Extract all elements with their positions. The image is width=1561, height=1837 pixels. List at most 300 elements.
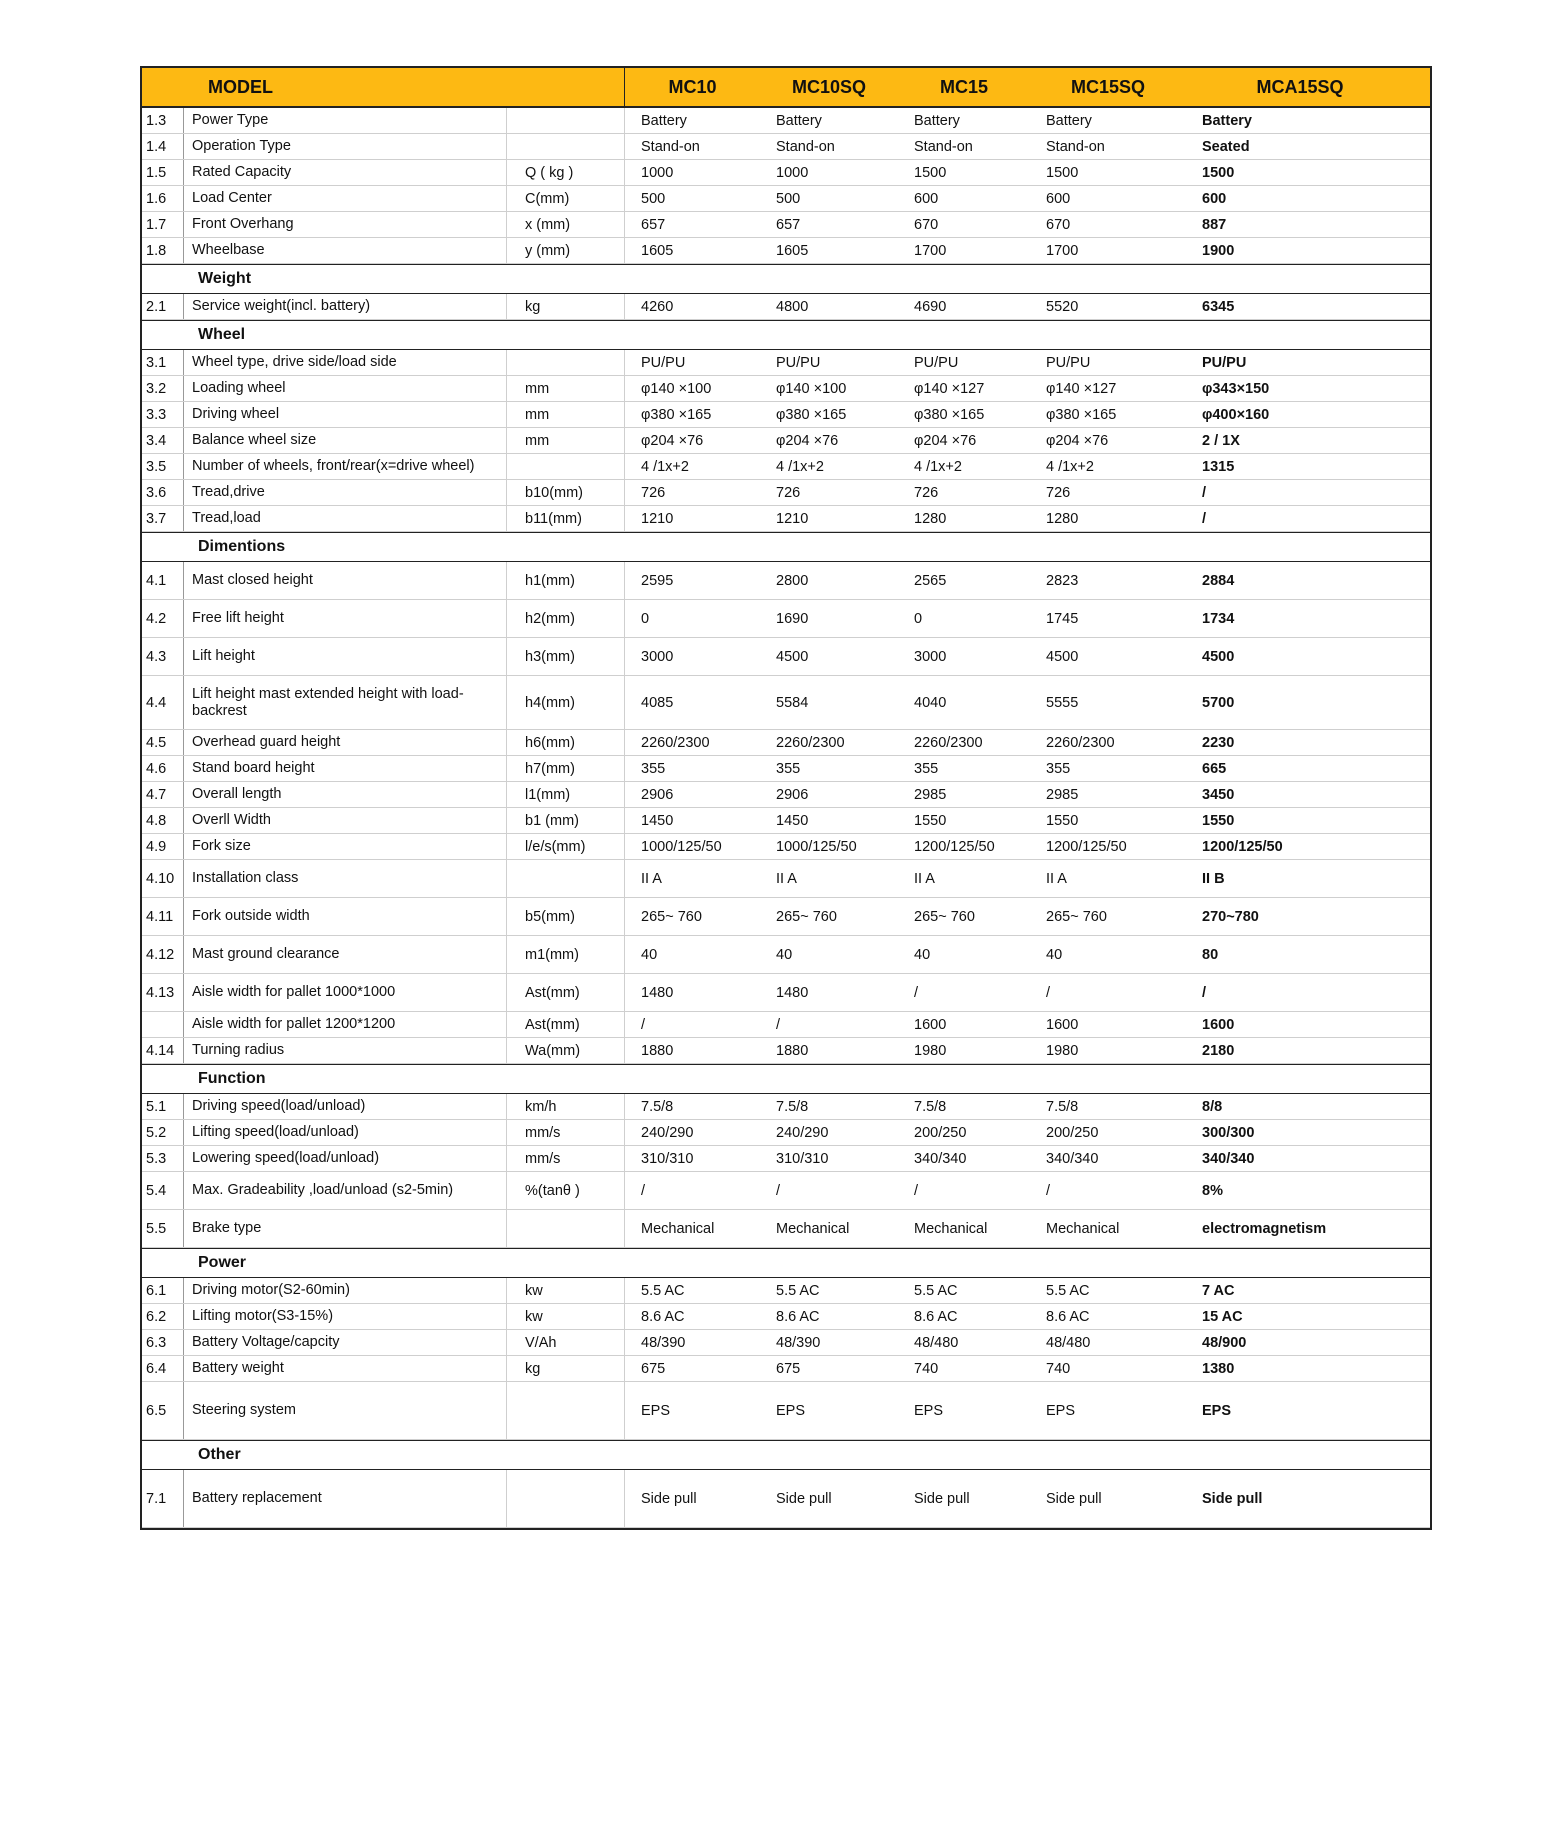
table-row <box>142 1038 1430 1064</box>
item-number: 4.4 <box>142 676 184 729</box>
item-number: 1.3 <box>142 108 184 133</box>
item-value: Battery <box>776 112 822 129</box>
item-number: 4.9 <box>142 834 184 859</box>
item-value: 4 /1x+2 <box>914 458 962 475</box>
table-row <box>142 898 1430 936</box>
item-value: 8.6 AC <box>1046 1308 1090 1325</box>
table-row <box>142 186 1430 212</box>
item-value: / <box>641 1016 646 1033</box>
item-name: Driving motor(S2-60min) <box>184 1278 507 1303</box>
table-row <box>142 376 1430 402</box>
item-name: Load Center <box>184 186 507 211</box>
item-unit: Ast(mm) <box>507 974 625 1011</box>
item-value: 1900 <box>1202 242 1235 259</box>
item-unit: Ast(mm) <box>507 1012 625 1037</box>
item-value: 740 <box>914 1360 939 1377</box>
item-name: Rated Capacity <box>184 160 507 185</box>
item-unit <box>507 350 625 375</box>
table-row <box>142 1012 1430 1038</box>
item-name: Number of wheels, front/rear(x=drive wheel) <box>184 454 507 479</box>
table-row <box>142 1210 1430 1248</box>
item-value: 4500 <box>1202 648 1235 665</box>
item-value: 1280 <box>914 510 947 527</box>
item-value: 1605 <box>776 242 809 259</box>
item-name: Fork outside width <box>184 898 507 935</box>
item-value: 1550 <box>914 812 947 829</box>
section-title: Other <box>198 1446 241 1463</box>
item-value: 1600 <box>914 1016 947 1033</box>
item-unit: h4(mm) <box>507 676 625 729</box>
item-unit: Q ( kg ) <box>507 160 625 185</box>
item-number: 1.8 <box>142 238 184 263</box>
item-value: 657 <box>641 216 666 233</box>
item-value: 1880 <box>641 1042 674 1059</box>
item-unit: h2(mm) <box>507 600 625 637</box>
item-value: 1700 <box>1046 242 1079 259</box>
item-name: Stand board height <box>184 756 507 781</box>
item-value: 310/310 <box>776 1150 829 1167</box>
section-header <box>142 264 1430 294</box>
table-row <box>142 782 1430 808</box>
item-value: 8.6 AC <box>914 1308 958 1325</box>
table-row <box>142 294 1430 320</box>
item-name: Aisle width for pallet 1200*1200 <box>184 1012 507 1037</box>
item-value: 340/340 <box>914 1150 967 1167</box>
item-value: 1210 <box>776 510 809 527</box>
item-value: φ204 ×76 <box>1046 432 1109 449</box>
item-unit: h6(mm) <box>507 730 625 755</box>
item-unit: h3(mm) <box>507 638 625 675</box>
item-value: 1550 <box>1046 812 1079 829</box>
table-row <box>142 402 1430 428</box>
item-unit: V/Ah <box>507 1330 625 1355</box>
section-header <box>142 320 1430 350</box>
item-name: Balance wheel size <box>184 428 507 453</box>
table-row <box>142 1304 1430 1330</box>
section-header <box>142 532 1430 562</box>
item-value: 2 / 1X <box>1202 432 1240 449</box>
item-value: / <box>1202 510 1207 527</box>
item-value: 1550 <box>1202 812 1235 829</box>
item-value: Seated <box>1202 138 1250 155</box>
item-value: 7.5/8 <box>914 1098 947 1115</box>
table-row <box>142 730 1430 756</box>
item-value: 1880 <box>776 1042 809 1059</box>
item-number: 1.7 <box>142 212 184 237</box>
table-row <box>142 936 1430 974</box>
item-number: 5.5 <box>142 1210 184 1247</box>
item-unit: b5(mm) <box>507 898 625 935</box>
item-value: 1500 <box>1202 164 1235 181</box>
item-name: Battery weight <box>184 1356 507 1381</box>
item-value: 5.5 AC <box>776 1282 820 1299</box>
item-number: 3.5 <box>142 454 184 479</box>
item-value: 1380 <box>1202 1360 1235 1377</box>
item-number: 4.10 <box>142 860 184 897</box>
item-value: 2985 <box>914 786 947 803</box>
item-value: PU/PU <box>641 354 686 371</box>
item-unit: C(mm) <box>507 186 625 211</box>
item-name: Steering system <box>184 1382 507 1439</box>
item-value: 40 <box>914 946 931 963</box>
item-value: 4500 <box>776 648 809 665</box>
item-name: Front Overhang <box>184 212 507 237</box>
item-value: 4 /1x+2 <box>641 458 689 475</box>
item-number: 3.2 <box>142 376 184 401</box>
item-number: 7.1 <box>142 1470 184 1527</box>
item-value: 3000 <box>641 648 674 665</box>
item-unit <box>507 134 625 159</box>
item-value: 2260/2300 <box>776 734 845 751</box>
item-name: Max. Gradeability ,load/unload (s2-5min) <box>184 1172 507 1209</box>
table-row <box>142 108 1430 134</box>
item-value: 265~ 760 <box>1046 908 1107 925</box>
item-name: Power Type <box>184 108 507 133</box>
item-name: Lowering speed(load/unload) <box>184 1146 507 1171</box>
item-number: 6.3 <box>142 1330 184 1355</box>
item-value: 7.5/8 <box>641 1098 674 1115</box>
item-value: 2595 <box>641 572 674 589</box>
item-value: 3450 <box>1202 786 1235 803</box>
item-value: 4500 <box>1046 648 1079 665</box>
item-unit: kg <box>507 294 625 319</box>
item-value: 265~ 760 <box>776 908 837 925</box>
item-value: 6345 <box>1202 298 1235 315</box>
item-value: φ204 ×76 <box>776 432 839 449</box>
item-number: 1.5 <box>142 160 184 185</box>
item-name: Driving speed(load/unload) <box>184 1094 507 1119</box>
item-unit <box>507 1382 625 1439</box>
item-value: II A <box>1046 870 1067 887</box>
model-name: MC15SQ <box>1070 76 1146 97</box>
item-value: II B <box>1202 870 1225 887</box>
item-unit: m1(mm) <box>507 936 625 973</box>
table-row <box>142 638 1430 676</box>
item-value: 340/340 <box>1046 1150 1099 1167</box>
item-value: 7 AC <box>1202 1282 1235 1299</box>
item-number: 5.2 <box>142 1120 184 1145</box>
item-value: 2985 <box>1046 786 1079 803</box>
item-unit <box>507 454 625 479</box>
item-value: 1000/125/50 <box>776 838 857 855</box>
item-value: 1745 <box>1046 610 1079 627</box>
item-value: 675 <box>641 1360 666 1377</box>
item-value: PU/PU <box>914 354 959 371</box>
table-row <box>142 808 1430 834</box>
item-name: Driving wheel <box>184 402 507 427</box>
item-unit: %(tanθ ) <box>507 1172 625 1209</box>
item-value: 1480 <box>776 984 809 1001</box>
item-value: 1000/125/50 <box>641 838 722 855</box>
item-value: 675 <box>776 1360 801 1377</box>
table-row <box>142 756 1430 782</box>
item-unit: mm <box>507 402 625 427</box>
item-unit: y (mm) <box>507 238 625 263</box>
item-number <box>142 1012 184 1037</box>
item-value: 200/250 <box>1046 1124 1099 1141</box>
table-row <box>142 212 1430 238</box>
item-value: Battery <box>641 112 687 129</box>
table-row <box>142 834 1430 860</box>
item-number: 2.1 <box>142 294 184 319</box>
item-value: 2884 <box>1202 572 1235 589</box>
table-row <box>142 1172 1430 1210</box>
item-name: Overll Width <box>184 808 507 833</box>
item-value: 2260/2300 <box>641 734 710 751</box>
item-value: φ380 ×165 <box>776 406 847 423</box>
item-unit: kw <box>507 1304 625 1329</box>
item-name: Mast closed height <box>184 562 507 599</box>
item-value: Side pull <box>776 1490 832 1507</box>
item-name: Installation class <box>184 860 507 897</box>
item-value: Stand-on <box>914 138 973 155</box>
item-value: 3000 <box>914 648 947 665</box>
item-unit: b11(mm) <box>507 506 625 531</box>
item-value: / <box>1202 484 1207 501</box>
item-name: Aisle width for pallet 1000*1000 <box>184 974 507 1011</box>
item-unit <box>507 1210 625 1247</box>
item-value: 600 <box>1046 190 1071 207</box>
table-row <box>142 1356 1430 1382</box>
item-value: 300/300 <box>1202 1124 1255 1141</box>
item-number: 4.14 <box>142 1038 184 1063</box>
item-value: 726 <box>1046 484 1071 501</box>
table-row <box>142 1146 1430 1172</box>
item-name: Turning radius <box>184 1038 507 1063</box>
item-value: φ204 ×76 <box>641 432 704 449</box>
item-value: 340/340 <box>1202 1150 1255 1167</box>
item-number: 5.1 <box>142 1094 184 1119</box>
item-value: 2180 <box>1202 1042 1235 1059</box>
item-value: 1480 <box>641 984 674 1001</box>
item-unit: kg <box>507 1356 625 1381</box>
section-title: Wheel <box>198 326 246 343</box>
item-value: 500 <box>641 190 666 207</box>
item-number: 4.7 <box>142 782 184 807</box>
section-title: Function <box>198 1070 266 1087</box>
item-name: Overhead guard height <box>184 730 507 755</box>
item-value: 48/480 <box>914 1334 959 1351</box>
item-value: 1200/125/50 <box>914 838 995 855</box>
item-value: 500 <box>776 190 801 207</box>
item-value: 48/900 <box>1202 1334 1247 1351</box>
item-value: 5.5 AC <box>1046 1282 1090 1299</box>
item-name: Fork size <box>184 834 507 859</box>
item-value: 887 <box>1202 216 1227 233</box>
item-name: Mast ground clearance <box>184 936 507 973</box>
item-unit: b10(mm) <box>507 480 625 505</box>
section-header <box>142 1064 1430 1094</box>
item-value: 4040 <box>914 694 947 711</box>
model-name: MC10 <box>668 76 717 97</box>
item-number: 4.3 <box>142 638 184 675</box>
item-unit: kw <box>507 1278 625 1303</box>
table-row <box>142 562 1430 600</box>
item-value: Battery <box>1046 112 1092 129</box>
item-value: φ204 ×76 <box>914 432 977 449</box>
item-value: 4 /1x+2 <box>1046 458 1094 475</box>
item-name: Tread,drive <box>184 480 507 505</box>
item-name: Lift height <box>184 638 507 675</box>
section-header <box>142 1248 1430 1278</box>
item-name: Lift height mast extended height with load-backrest <box>184 676 507 729</box>
item-value: 355 <box>1046 760 1071 777</box>
item-value: 1500 <box>914 164 947 181</box>
item-value: 200/250 <box>914 1124 967 1141</box>
item-value: φ140 ×100 <box>776 380 847 397</box>
item-value: 1280 <box>1046 510 1079 527</box>
item-number: 6.4 <box>142 1356 184 1381</box>
item-value: Stand-on <box>1046 138 1105 155</box>
item-value: Side pull <box>1202 1490 1263 1507</box>
item-value: φ140 ×127 <box>914 380 985 397</box>
item-value: 270~780 <box>1202 908 1259 925</box>
item-value: / <box>914 1182 919 1199</box>
item-value: 4800 <box>776 298 809 315</box>
item-value: PU/PU <box>1202 354 1247 371</box>
item-value: 665 <box>1202 760 1227 777</box>
table-row <box>142 134 1430 160</box>
item-number: 4.5 <box>142 730 184 755</box>
item-value: Battery <box>914 112 960 129</box>
item-value: 5.5 AC <box>914 1282 958 1299</box>
item-value: 240/290 <box>776 1124 829 1141</box>
item-value: 1000 <box>776 164 809 181</box>
item-value: 670 <box>1046 216 1071 233</box>
item-value: 2260/2300 <box>1046 734 1115 751</box>
item-value: 240/290 <box>641 1124 694 1141</box>
item-name: Free lift height <box>184 600 507 637</box>
item-number: 4.13 <box>142 974 184 1011</box>
item-value: 5555 <box>1046 694 1079 711</box>
item-value: Side pull <box>1046 1490 1102 1507</box>
item-value: 2906 <box>641 786 674 803</box>
item-value: 4085 <box>641 694 674 711</box>
table-row <box>142 1120 1430 1146</box>
item-name: Wheel type, drive side/load side <box>184 350 507 375</box>
item-value: II A <box>641 870 662 887</box>
item-value: 40 <box>1046 946 1063 963</box>
item-value: 600 <box>1202 190 1227 207</box>
item-value: Side pull <box>641 1490 697 1507</box>
item-unit: mm <box>507 428 625 453</box>
item-value: 1450 <box>776 812 809 829</box>
item-value: PU/PU <box>776 354 821 371</box>
item-number: 1.6 <box>142 186 184 211</box>
item-number: 6.1 <box>142 1278 184 1303</box>
item-name: Battery replacement <box>184 1470 507 1527</box>
item-unit <box>507 108 625 133</box>
item-value: 40 <box>641 946 658 963</box>
item-number: 3.4 <box>142 428 184 453</box>
item-unit: x (mm) <box>507 212 625 237</box>
item-value: 355 <box>641 760 666 777</box>
item-value: PU/PU <box>1046 354 1091 371</box>
item-number: 4.12 <box>142 936 184 973</box>
item-value: φ400×160 <box>1202 406 1270 423</box>
item-unit: Wa(mm) <box>507 1038 625 1063</box>
model-name: MCA15SQ <box>1256 76 1344 97</box>
item-value: / <box>776 1182 781 1199</box>
item-value: 1210 <box>641 510 674 527</box>
item-value: II A <box>776 870 797 887</box>
item-value: 15 AC <box>1202 1308 1243 1325</box>
item-unit: l1(mm) <box>507 782 625 807</box>
item-value: 1980 <box>1046 1042 1079 1059</box>
item-value: 1200/125/50 <box>1202 838 1283 855</box>
item-number: 4.1 <box>142 562 184 599</box>
item-value: φ380 ×165 <box>1046 406 1117 423</box>
item-unit: b1 (mm) <box>507 808 625 833</box>
item-name: Lifting motor(S3-15%) <box>184 1304 507 1329</box>
item-number: 4.2 <box>142 600 184 637</box>
item-value: 2800 <box>776 572 809 589</box>
item-unit: mm/s <box>507 1120 625 1145</box>
table-row <box>142 1094 1430 1120</box>
item-number: 4.11 <box>142 898 184 935</box>
item-value: EPS <box>641 1402 671 1419</box>
item-value: 1700 <box>914 242 947 259</box>
item-value: 4 /1x+2 <box>776 458 824 475</box>
item-value: 310/310 <box>641 1150 694 1167</box>
item-value: φ343×150 <box>1202 380 1270 397</box>
item-value: Battery <box>1202 112 1252 129</box>
section-header <box>142 1440 1430 1470</box>
item-value: 1315 <box>1202 458 1235 475</box>
item-name: Overall length <box>184 782 507 807</box>
table-row <box>142 1330 1430 1356</box>
item-value: Side pull <box>914 1490 970 1507</box>
item-value: 8% <box>1202 1182 1223 1199</box>
item-value: 1605 <box>641 242 674 259</box>
item-value: II A <box>914 870 935 887</box>
item-value: 1200/125/50 <box>1046 838 1127 855</box>
table-row <box>142 974 1430 1012</box>
item-value: / <box>914 984 919 1001</box>
item-value: 726 <box>776 484 801 501</box>
item-name: Wheelbase <box>184 238 507 263</box>
item-value: 1500 <box>1046 164 1079 181</box>
item-value: / <box>776 1016 781 1033</box>
item-value: EPS <box>776 1402 806 1419</box>
item-value: 1734 <box>1202 610 1235 627</box>
section-title: Dimentions <box>198 538 286 555</box>
item-value: EPS <box>914 1402 944 1419</box>
item-number: 3.3 <box>142 402 184 427</box>
item-number: 6.5 <box>142 1382 184 1439</box>
item-name: Brake type <box>184 1210 507 1247</box>
item-value: 2260/2300 <box>914 734 983 751</box>
item-value: 2823 <box>1046 572 1079 589</box>
item-unit: mm/s <box>507 1146 625 1171</box>
item-value: Mechanical <box>914 1220 988 1237</box>
item-unit: mm <box>507 376 625 401</box>
item-value: 4690 <box>914 298 947 315</box>
item-value: 726 <box>914 484 939 501</box>
item-value: 1690 <box>776 610 809 627</box>
table-row <box>142 160 1430 186</box>
item-value: 740 <box>1046 1360 1071 1377</box>
item-value: 265~ 760 <box>914 908 975 925</box>
section-title: Weight <box>198 270 252 287</box>
item-name: Loading wheel <box>184 376 507 401</box>
item-value: φ380 ×165 <box>914 406 985 423</box>
item-value: 48/390 <box>776 1334 821 1351</box>
item-value: 48/480 <box>1046 1334 1091 1351</box>
item-value: 7.5/8 <box>1046 1098 1079 1115</box>
item-value: 265~ 760 <box>641 908 702 925</box>
item-name: Operation Type <box>184 134 507 159</box>
